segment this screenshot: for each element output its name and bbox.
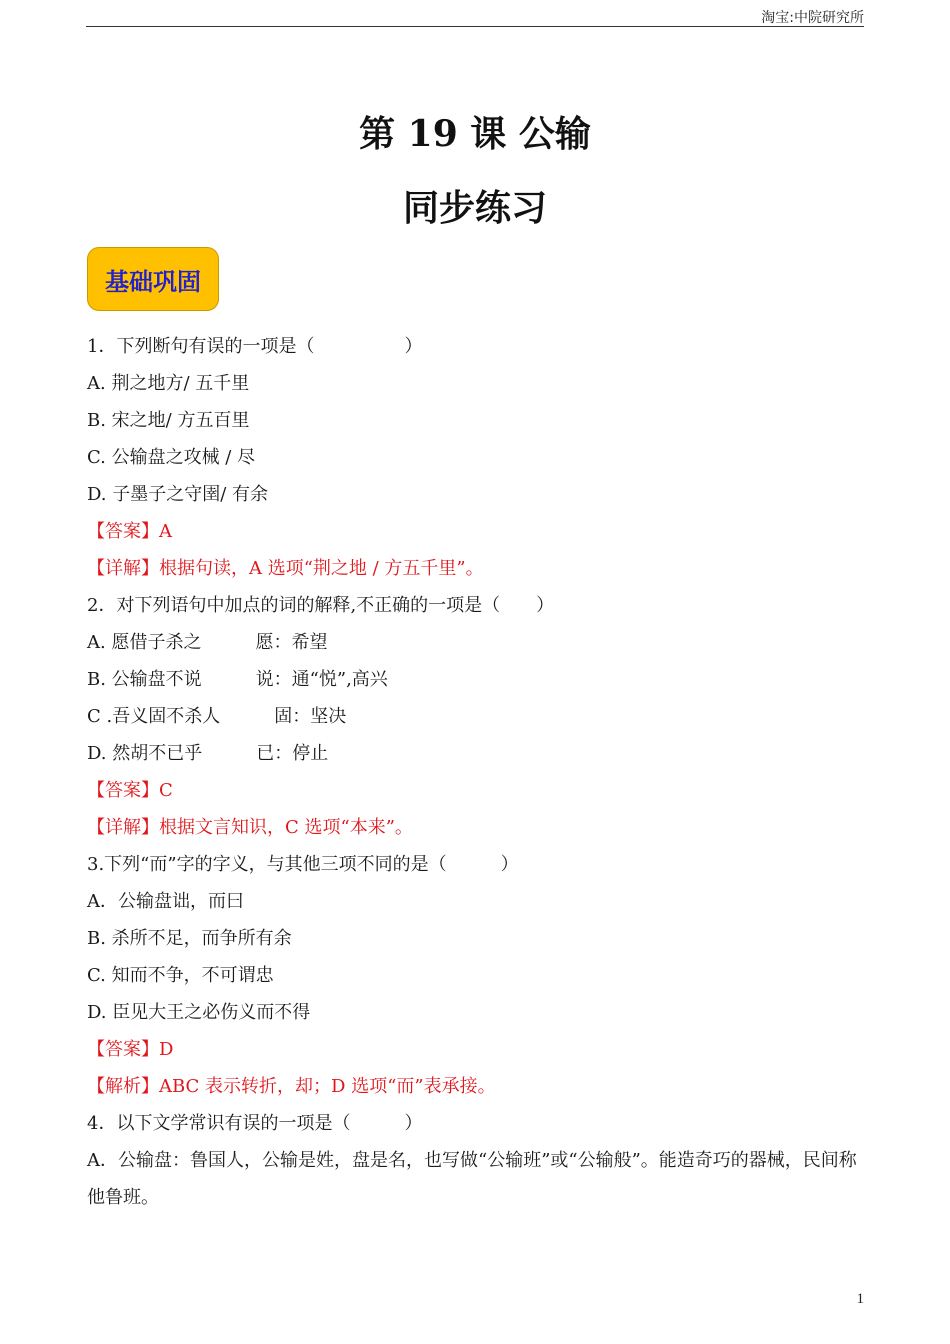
question-4-option-a: A．公输盘：鲁国人，公输是姓，盘是名，也写做“公输班”或“公输般”。能造奇巧的器械，民间称他鲁班。 (87, 1150, 857, 1208)
question-line: C. 公输盘之攻械 / 尽 (87, 447, 256, 468)
exercise-content (87, 328, 871, 1216)
question-line: A. 愿借子杀之 愿：希望 (87, 632, 328, 653)
question-line: D. 然胡不已乎 已：停止 (87, 743, 329, 764)
question-line: C .吾义固不杀人 固：坚决 (87, 706, 347, 727)
question-line: B. 杀所不足，而争所有余 (87, 928, 292, 949)
answer-line: 【答案】D (87, 1039, 174, 1060)
question-line: 4．以下文学常识有误的一项是（ ） (87, 1113, 423, 1134)
answer-line: 【答案】C (87, 780, 173, 801)
answer-line: 【详解】根据文言知识，C 选项“本来”。 (87, 817, 413, 838)
question-line: 2．对下列语句中加点的词的解释,不正确的一项是（ ） (87, 595, 555, 616)
question-line: 1．下列断句有误的一项是（ ） (87, 336, 423, 357)
exercise-lines (87, 328, 871, 1142)
question-line: D. 子墨子之守圉/ 有余 (87, 484, 269, 505)
question-line: 3.下列“而”字的字义，与其他三项不同的是（ ） (87, 854, 519, 875)
lesson-subtitle: 同步练习 (402, 187, 547, 229)
question-line: B. 宋之地/ 方五百里 (87, 410, 250, 431)
section-badge-label: 基础巩固 (105, 267, 201, 296)
page-number: 1 (856, 1291, 864, 1307)
answer-line: 【详解】根据句读，A 选项“荆之地 / 方五千里”。 (87, 558, 484, 579)
header-rule (86, 26, 864, 27)
header-shop-label: 淘宝:中院研究所 (761, 10, 864, 26)
question-line: A. 荆之地方/ 五千里 (87, 373, 250, 394)
answer-line: 【解析】ABC 表示转折，却；D 选项“而”表承接。 (87, 1076, 496, 1097)
question-line: B. 公输盘不说 说：通“悦”,高兴 (87, 669, 388, 690)
section-badge (87, 247, 219, 311)
lesson-title: 第 19 课 公输 (359, 113, 591, 155)
question-line: A．公输盘诎，而曰 (87, 891, 244, 912)
answer-line: 【答案】A (87, 521, 172, 542)
question-line: D. 臣见大王之必伤义而不得 (87, 1002, 311, 1023)
question-line: C. 知而不争，不可谓忠 (87, 965, 274, 986)
